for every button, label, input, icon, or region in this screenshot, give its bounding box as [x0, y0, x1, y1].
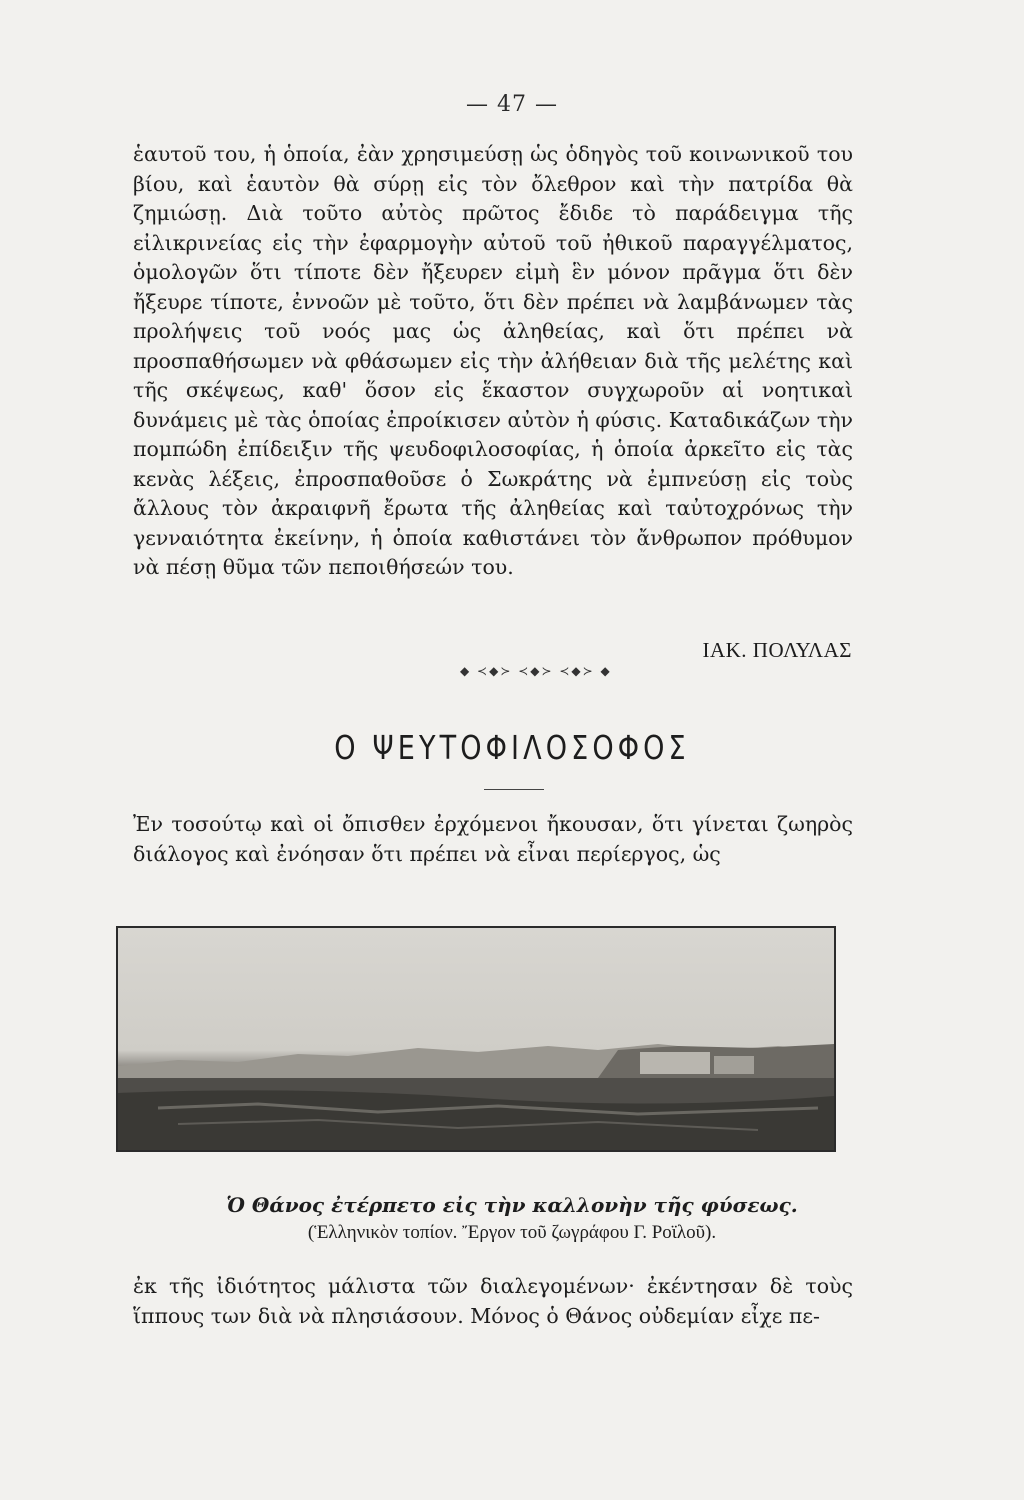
page-number: — 47 —	[466, 92, 558, 117]
story-paragraph	[133, 1272, 853, 1331]
landscape-illustration	[116, 926, 836, 1152]
author-signature: ΙΑΚ. ΠΟΛΥΛΑΣ	[702, 638, 852, 662]
story-paragraph	[133, 810, 853, 869]
title-underline	[484, 789, 544, 790]
section-title: Ο ΨΕΥΤΟΦΙΛΟΣΟΦΟΣ	[334, 728, 690, 767]
paragraph-text: ἑαυτοῦ του, ἡ ὁποία, ἐὰν χρησιμεύσῃ ὡς ὁδηγὸς τοῦ κοινωνικοῦ του βίου, καὶ ἑαυτὸν θὰ σύρῃ εἰς τὸν ὄλεθρον καὶ τὴν πατρίδα θὰ ζημιώσῃ. Διὰ τοῦτο αὐτὸς πρῶτος ἔδιδε τὸ παράδειγμα τῆς εἰλικρινείας εἰς τὴν ἐφαρμογὴν αὐτοῦ τοῦ ἠθικοῦ παραγγέλματος, ὁμολογῶν ὅτι τίποτε δὲν ἤξευρεν εἰμὴ ἓν μόνον πρᾶγμα ὅτι δὲν ἤξευρε τίποτε, ἐννοῶν μὲ τοῦτο, ὅτι δὲν πρέπει νὰ λαμβάνωμεν τὰς προλήψεις τοῦ νοός μας ὡς ἀληθείας, καὶ ὅτι πρέπει νὰ προσπαθήσωμεν νὰ φθάσωμεν εἰς τὴν ἀλήθειαν διὰ τῆς μελέτης καὶ τῆς σκέψεως, καθ' ὅσον εἰς ἕκαστον συγχωροῦν αἱ νοητικαὶ δυνάμεις μὲ τὰς ὁποίας ἐπροίκισεν αὐτὸν ἡ φύσις. Καταδικάζων τὴν πομπώδη ἐπίδειξιν τῆς ψευδοφιλοσοφίας, ἡ ὁποία ἀρκεῖτο εἰς τὰς κενὰς λέξεις, ἐπροσπαθοῦσε ὁ Σωκράτης νὰ ἐμπνεύσῃ εἰς τοὺς ἄλλους τὸν ἀκραιφνῆ ἔρωτα τῆς ἀληθείας καὶ ταὐτοχρόνως τὴν γενναιότητα ἐκείνην, ἡ ὁποία καθιστάνει τὸν ἄνθρωπον πρόθυμον νὰ πέσῃ θῦμα τῶν πεποιθήσεών του.	[133, 142, 853, 579]
paragraph-text: ἐκ τῆς ἰδιότητος μάλιστα τῶν διαλεγομένων· ἐκέντησαν δὲ τοὺς ἵππους των διὰ νὰ πλησιάσουν. Μόνος ὁ Θάνος οὐδεμίαν εἶχε πε-	[133, 1274, 853, 1328]
illustration-credit: (Ἑλληνικὸν τοπίον. Ἔργον τοῦ ζωγράφου Γ. Ροϊλοῦ).	[307, 1222, 717, 1243]
paragraph-text: Ἐν τοσούτῳ καὶ οἱ ὄπισθεν ἐρχόμενοι ἤκουσαν, ὅτι γίνεται ζωηρὸς διάλογος καὶ ἐνόησαν ὅτι πρέπει νὰ εἶναι περίεργος, ὡς	[133, 812, 853, 866]
article-paragraph	[133, 140, 853, 583]
illustration-caption: Ὁ Θάνος ἐτέρπετο εἰς τὴν καλλονὴν τῆς φύσεως.	[226, 1193, 798, 1217]
landscape-engraving-icon	[118, 928, 834, 1150]
ornament-divider-icon: ◆ ≺◆≻ ≺◆≻ ≺◆≻ ◆	[460, 664, 612, 678]
